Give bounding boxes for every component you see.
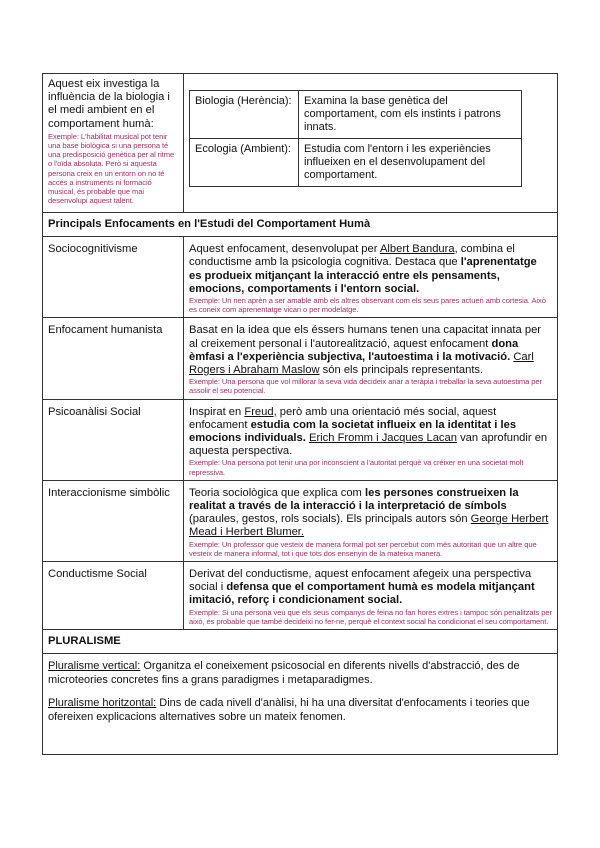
approach-name: Psicoanàlisi Social [43, 399, 184, 480]
term-ecology: Ecologia (Ambient): [190, 139, 299, 187]
approach-row [43, 480, 558, 561]
author-link[interactable]: Carl Rogers i Abraham Maslow [189, 350, 534, 377]
inner-table-cell [184, 74, 558, 213]
description-text: però amb una orientació més social, aquest enfocament [189, 405, 497, 431]
approach-description [184, 562, 558, 630]
approach-name: Enfocament humanista [43, 318, 184, 399]
pluralism-body [43, 654, 558, 755]
section-title: Principals Enfocaments en l'Estudi del Comportament Humà [43, 213, 558, 237]
description-text: Aquest enfocament, desenvolupat per [189, 243, 380, 256]
description-text: , combina el conductisme amb la psicologia cognitiva. Destaca que [189, 243, 515, 269]
definition-biology: Examina la base genètica del comportament, com els instints i patrons innats. [299, 91, 522, 139]
inner-row-ecology [190, 139, 522, 187]
definition-ecology: Estudia com l'entorn i les experiències influeixen en el desenvolupament del comportament. [299, 139, 522, 187]
approach-row [43, 399, 558, 480]
approach-example: Exemple: Una persona pot tenir una por inconscient a l'autoritat perquè va créixer en una societat molt repressiva. [189, 458, 524, 477]
approach-name: Conductisme Social [43, 562, 184, 630]
approach-description [184, 480, 558, 561]
author-link[interactable]: Erich Fromm i Jacques Lacan [308, 432, 457, 445]
author-link[interactable]: Albert Bandura [379, 243, 455, 256]
approach-name: Sociocognitivisme [43, 237, 184, 318]
description-text: Teoria sociològica que explica com [189, 486, 365, 499]
description-text: Inspirat en [189, 405, 245, 418]
approach-description [184, 237, 558, 318]
pluralism-horizontal-label: Pluralisme horitzontal: [48, 697, 157, 710]
description-text: són els principals representants. [319, 364, 484, 377]
behavior-study-table [42, 73, 558, 755]
intro-cell [43, 74, 184, 213]
biology-environment-table [189, 90, 522, 187]
approach-name: Interaccionisme simbòlic [43, 480, 184, 561]
description-text: (paraules, gestos, rols socials). Els principals autors són [189, 513, 471, 526]
key-idea: l'aprenentatge es produeix mitjançant la interacció entre els pensaments, emocions, comportaments i l'entorn social. [189, 256, 537, 295]
inner-row-biology [190, 91, 522, 139]
approach-row [43, 318, 558, 399]
intro-example: Exemple: L'habilitat musical pot tenir una base biològica si una persona té una predisposició genètica per al ritme o l'oïda absoluta. Però si aquesta persona creix en un entorn on no té accés a instruments ni formació musical, és probable que mai desenvolupi aquest talent. [48, 131, 175, 206]
key-idea: defensa que el comportament humà es modela mitjançant imitació, reforç i condicionament social. [189, 581, 535, 607]
pluralism-header-row [43, 630, 558, 654]
approach-example: Exemple: Si una persona veu que els seus companys de feina no fan hores extres i tampoc són penalitzats per això, és probable que també decideixi no fer-ne, perquè el context social ha condicionat el seu comportament. [189, 607, 552, 626]
pluralism-vertical-label: Pluralisme vertical: [48, 660, 141, 673]
description-text: Derivat del conductisme, aquest enfocament afegeix una perspectiva social i [189, 568, 532, 594]
approach-example: Exemple: Un professor que vesteix de manera formal pot ser percebut com més autoritari que un altre que vesteix de manera informal, tot i que tots dos ensenyin de la mateixa manera. [189, 539, 537, 558]
pluralism-horizontal-text: Dins de cada nivell d'anàlisi, hi ha una diversitat d'enfocaments i teories que ofereixen explicacions alternatives sobre un mateix fenomen. [48, 697, 530, 723]
description-text: Basat en la idea que els éssers humans tenen una capacitat innata per al creixement personal i l'autorealització, aquest enfocament [189, 324, 542, 350]
term-biology: Biologia (Herència): [190, 91, 299, 139]
pluralism-horizontal [48, 697, 552, 724]
intro-row [43, 74, 558, 213]
approach-description [184, 399, 558, 480]
key-idea: estudia com la societat influeix en la identitat i les emocions individuals. [189, 418, 517, 445]
key-idea: dona èmfasi a l'experiència subjectiva, l'autoestima i la motivació. [189, 337, 519, 363]
author-link[interactable]: George Herbert Mead i Herbert Blumer. [189, 513, 549, 539]
intro-text: Aquest eix investiga la influència de la biologia i el medi ambient en el comportament humà: [48, 78, 170, 130]
author-link[interactable]: Freud, [244, 405, 277, 418]
section-header-row [43, 213, 558, 237]
approach-row [43, 237, 558, 318]
pluralism-vertical [48, 660, 552, 687]
approach-example: Exemple: Un nen aprèn a ser amable amb els altres observant com els seus pares actuen amb cortesia. Això es coneix com aprenentatge vicari o per modelatge. [189, 296, 546, 315]
key-idea: les persones construeixen la realitat a través de la interacció i la interpretació de símbols [189, 486, 519, 513]
approach-row [43, 562, 558, 630]
approach-example: Exemple: Una persona que vol millorar la seva vida decideix anar a teràpia i treballar la seva autoestima per assolir el seu potencial. [189, 377, 542, 396]
description-text: van aprofundir en aquesta perspectiva. [189, 432, 548, 458]
pluralism-title: PLURALISME [43, 630, 558, 654]
pluralism-vertical-text: Organitza el coneixement psicosocial en diferents nivells d'abstracció, des de microteories concretes fins a grans paradigmes i metaparadigmes. [48, 660, 520, 686]
document-page [42, 73, 558, 755]
pluralism-body-row [43, 654, 558, 755]
approach-description [184, 318, 558, 399]
